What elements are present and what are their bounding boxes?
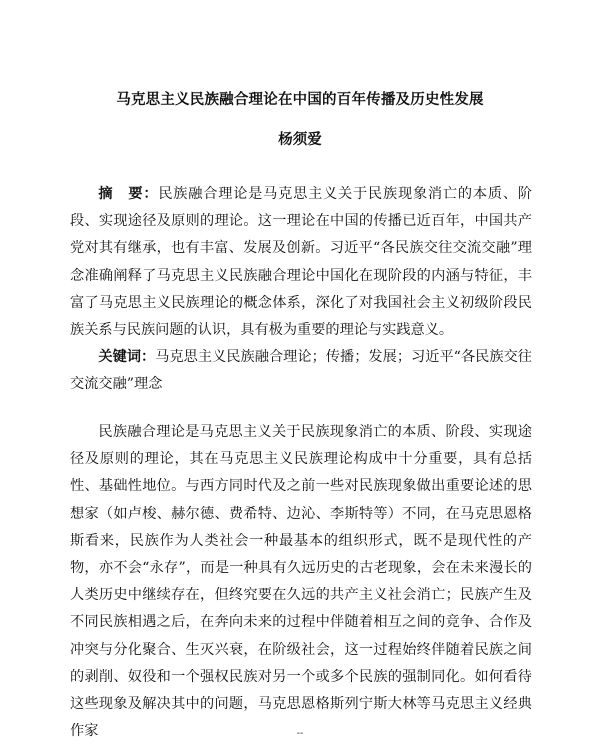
- page-number: --: [296, 728, 304, 739]
- author-name: 杨须爱: [278, 132, 322, 148]
- keywords-label: 关键词：: [98, 349, 156, 365]
- keywords-paragraph: [70, 344, 532, 398]
- abstract-text: 民族融合理论是马克思主义关于民族现象消亡的本质、阶段、实现途径及原则的理论。这一理论在中国的传播已近百年，中国共产党对其有继承，也有丰富、发展及创新。习近平“各民族交往交流交融”理念准确阐释了马克思主义民族融合理论中国化在现阶段的内涵与特征，丰富了马克思主义民族理论的概念体系，深化了对我国社会主义初级阶段民族关系与民族问题的认识，具有极为重要的理论与实践意义。: [70, 186, 532, 339]
- abstract-label: 摘 要：: [98, 186, 159, 202]
- paper-title: 马克思主义民族融合理论在中国的百年传播及历史性发展: [116, 92, 484, 108]
- keywords-text: 马克思主义民族融合理论；传播；发展；习近平“各民族交往交流交融”理念: [70, 349, 532, 393]
- abstract-paragraph: [70, 181, 532, 344]
- body-paragraph: 民族融合理论是马克思主义关于民族现象消亡的本质、阶段、实现途径及原则的理论，其在马克思主义民族理论构成中十分重要，具有总括性、基础性地位。与西方同时代及之前一些对民族现象做出重要论述的思想家（如卢梭、赫尔德、费希特、边沁、李斯特等）不同，在马克思恩格斯看来，民族作为人类社会一种最基本的组织形式，既不是现代性的产物，亦不会“永存”，而是一种具有久远历史的古老现象，会在未来漫长的人类历史中继续存在，但终究要在久远的共产主义社会消亡；民族产生及不同民族相遇之后，在奔向未来的过程中伴随着相互之间的竞争、合作及冲突与分化聚合、生灭兴衰，在阶级社会，这一过程始终伴随着民族之间的剥削、奴役和一个强权民族对另一个或多个民族的强制同化。如何看待这些现象及解决其中的问题，马克思恩格斯列宁斯大林等马克思主义经典作家: [70, 424, 532, 740]
